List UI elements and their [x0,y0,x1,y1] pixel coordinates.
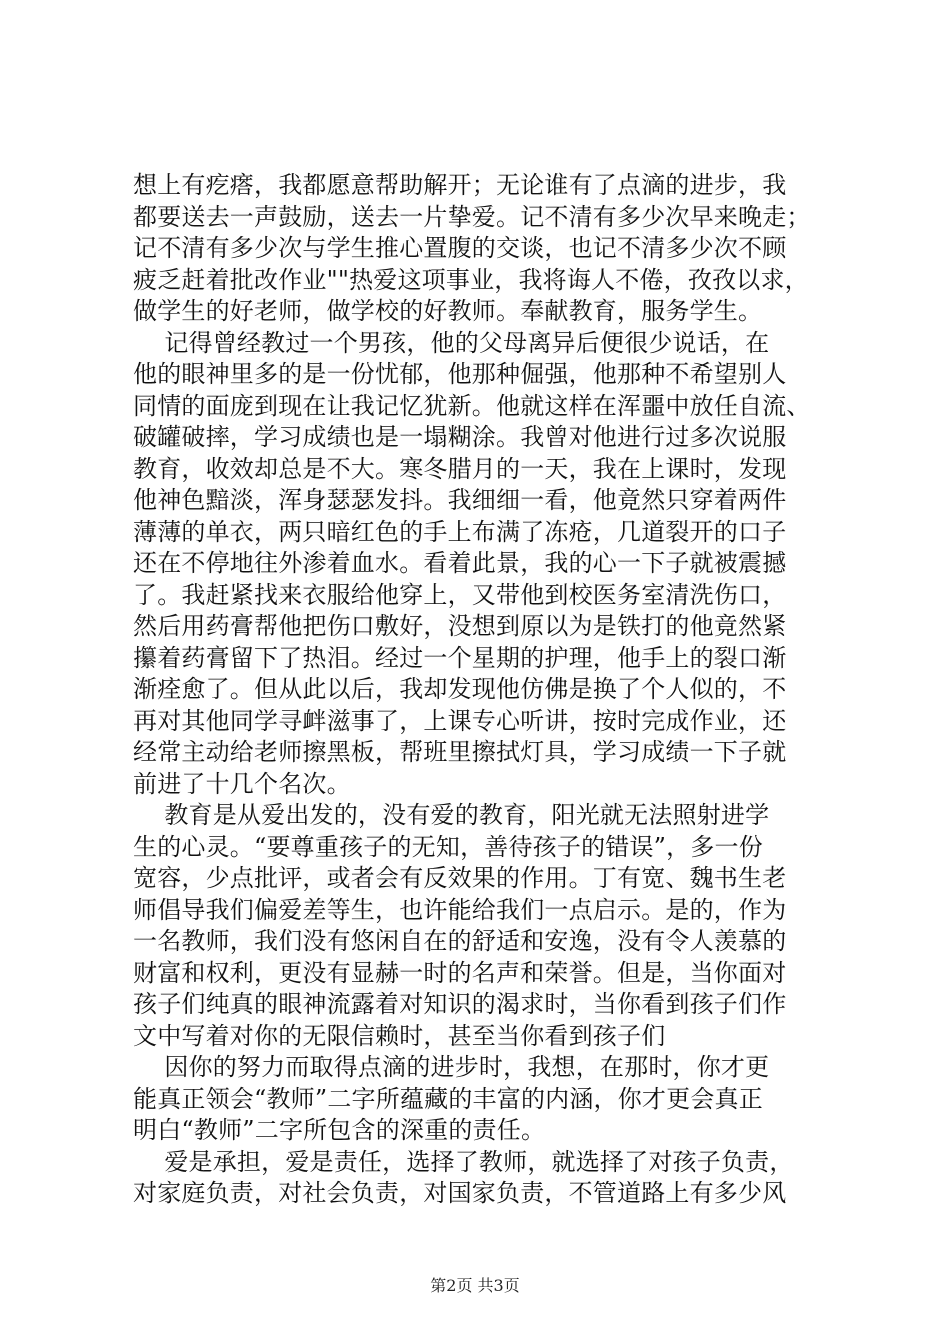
text-line: 渐痊愈了。但从此以后，我却发现他仿佛是换了个人似的，不 [133,675,787,703]
text-line: 教育，收效却总是不大。寒冬腊月的一天，我在上课时，发现 [133,454,787,483]
text-line: 教育是从爱出发的，没有爱的教育，阳光就无法照射进学 [133,801,770,829]
text-line: 攥着药膏留下了热泪。经过一个星期的护理，他手上的裂口渐 [133,643,787,672]
text-line: 他神色黯淡，浑身瑟瑟发抖。我细细一看，他竟然只穿着两件 [133,486,787,514]
text-line: 能真正领会“教师”二字所蕴藏的丰富的内涵，你才更会真正 [133,1084,763,1113]
body-text [133,170,823,1210]
text-line: 宽容，少点批评，或者会有反效果的作用。丁有宽、魏书生老 [133,864,787,892]
text-line: 一名教师，我们没有悠闲自在的舒适和安逸，没有令人羡慕的 [133,927,787,955]
text-line: 同情的面庞到现在让我记忆犹新。他就这样在浑噩中放任自流、 [133,391,811,420]
text-line: 想上有疙瘩，我都愿意帮助解开；无论谁有了点滴的进步，我 [133,171,787,199]
text-line: 薄薄的单衣，两只暗红色的手上布满了冻疮，几道裂开的口子 [133,517,787,546]
text-line: 再对其他同学寻衅滋事了，上课专心听讲，按时完成作业，还 [133,706,787,735]
text-line: 师倡导我们偏爱差等生，也许能给我们一点启示。是的，作为 [133,895,787,924]
text-line: 他的眼神里多的是一份忧郁，他那种倔强，他那种不希望别人 [133,360,787,388]
text-line: 做学生的好老师，做学校的好教师。奉献教育，服务学生。 [133,297,763,325]
page-footer: 第2页 共3页 [430,1276,520,1295]
text-line: 疲乏赶着批改作业""热爱这项事业，我将诲人不倦，孜孜以求， [133,265,809,294]
text-line: 经常主动给老师擦黑板，帮班里擦拭灯具，学习成绩一下子就 [133,738,787,766]
text-line: 记得曾经教过一个男孩，他的父母离异后便很少说话，在 [133,328,770,357]
text-line: 破罐破摔，学习成绩也是一塌糊涂。我曾对他进行过多次说服 [133,423,787,451]
text-line: 因你的努力而取得点滴的进步时，我想，在那时，你才更 [133,1053,770,1081]
text-line: 还在不停地往外渗着血水。看着此景，我的心一下子就被震撼 [133,549,787,577]
text-line: 孩子们纯真的眼神流露着对知识的渴求时，当你看到孩子们作 [133,990,787,1018]
text-line: 财富和权利，更没有显赫一时的名声和荣誉。但是，当你面对 [133,958,787,987]
text-line: 然后用药膏帮他把伤口敷好，没想到原以为是铁打的他竟然紧 [133,612,787,640]
text-line: 文中写着对你的无限信赖时，甚至当你看到孩子们 [133,1021,666,1050]
text-line: 前进了十几个名次。 [133,769,351,798]
text-line: 都要送去一声鼓励，送去一片挚爱。记不清有多少次早来晚走； [133,202,811,231]
text-line: 记不清有多少次与学生推心置腹的交谈，也记不清多少次不顾 [133,234,787,262]
text-line: 生的心灵。“要尊重孩子的无知，善待孩子的错误”，多一份 [133,832,763,861]
text-line: 爱是承担，爱是责任，选择了教师，就选择了对孩子负责， [133,1147,794,1176]
text-line: 对家庭负责，对社会负责，对国家负责，不管道路上有多少风 [133,1179,787,1207]
text-line: 了。我赶紧找来衣服给他穿上，又带他到校医务室清洗伤口， [133,580,787,609]
text-line: 明白“教师”二字所包含的深重的责任。 [133,1116,546,1144]
